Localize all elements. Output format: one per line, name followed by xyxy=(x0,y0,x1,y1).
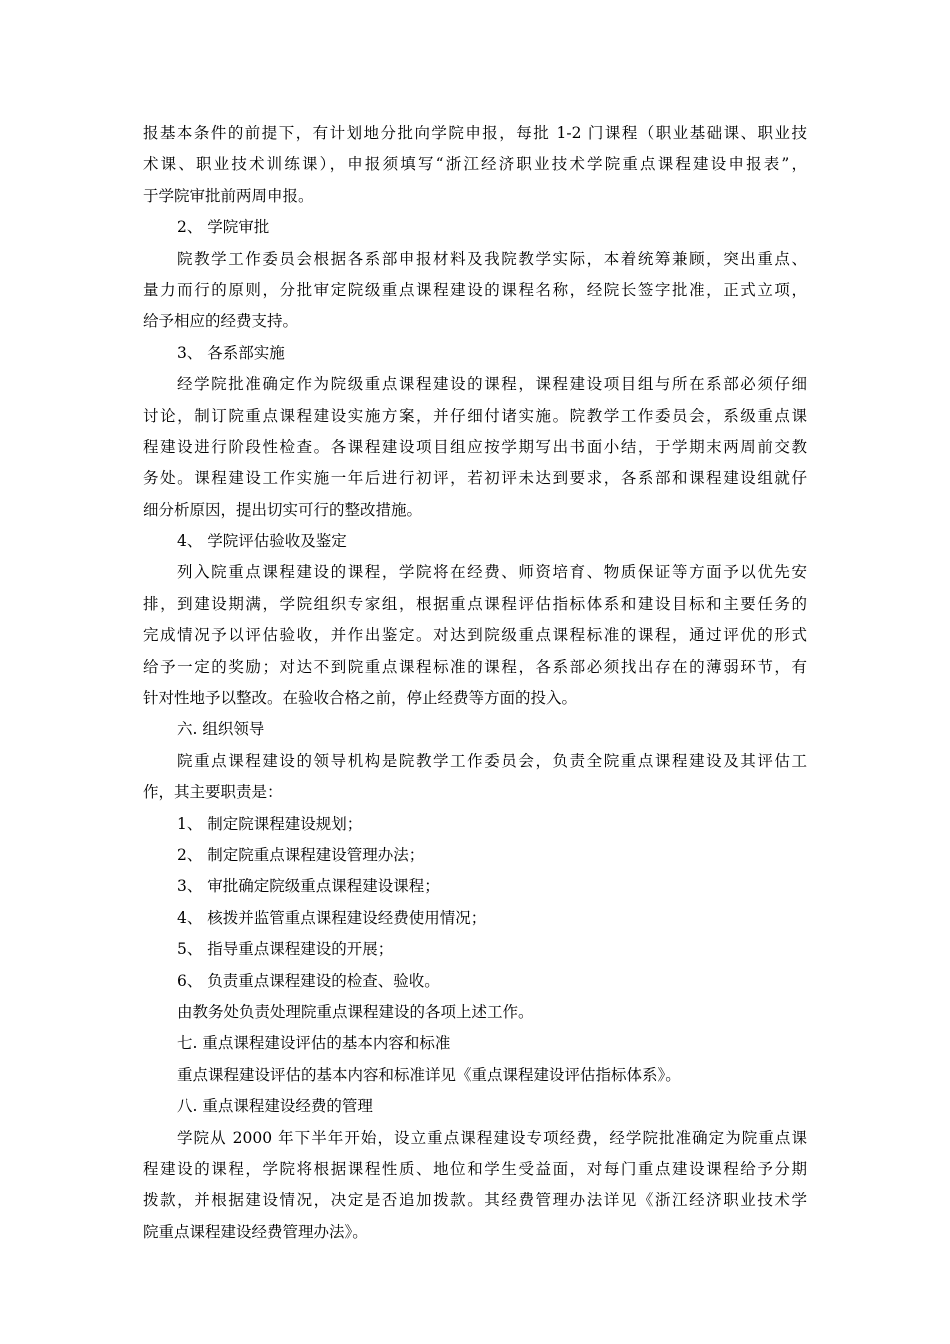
text-line: 讨论，制订院重点课程建设实施方案，并仔细付诸实施。院教学工作委员会，系级重点课 xyxy=(143,406,807,425)
text-line: 3、 各系部实施 xyxy=(177,343,285,362)
document-body xyxy=(143,118,807,1248)
text-line: 务处。课程建设工作实施一年后进行初评，若初评未达到要求，各系部和课程建设组就仔 xyxy=(143,469,807,488)
text-line: 程建设的课程，学院将根据课程性质、地位和学生受益面，对每门重点建设课程给予分期 xyxy=(143,1159,807,1178)
text-line: 作，其主要职责是： xyxy=(143,783,283,802)
text-line: 术课、职业技术训练课），申报须填写“浙江经济职业技术学院重点课程建设申报表”， xyxy=(143,155,807,174)
text-line: 列入院重点课程建设的课程，学院将在经费、师资培育、物质保证等方面予以优先安 xyxy=(177,563,807,582)
text-line: 学院从 2000 年下半年开始，设立重点课程建设专项经费，经学院批准确定为院重点课 xyxy=(177,1128,807,1147)
text-line: 给予相应的经费支持。 xyxy=(143,312,299,331)
text-line: 1、 制定院课程建设规划； xyxy=(177,814,363,833)
text-line: 5、 指导重点课程建设的开展； xyxy=(177,940,394,959)
text-line: 程建设进行阶段性检查。各课程建设项目组应按学期写出书面小结，于学期末两周前交教 xyxy=(143,437,807,456)
text-line: 院重点课程建设的领导机构是院教学工作委员会，负责全院重点课程建设及其评估工 xyxy=(177,751,807,770)
text-line: 4、 学院评估验收及鉴定 xyxy=(177,532,347,551)
text-line: 七. 重点课程建设评估的基本内容和标准 xyxy=(177,1034,451,1053)
text-line: 院教学工作委员会根据各系部申报材料及我院教学实际，本着统筹兼顾，突出重点、 xyxy=(177,249,807,268)
text-line: 报基本条件的前提下，有计划地分批向学院申报，每批 1-2 门课程（职业基础课、职业技 xyxy=(143,124,807,142)
text-line: 六. 组织领导 xyxy=(177,720,265,739)
text-line: 2、 制定院重点课程建设管理办法； xyxy=(177,845,425,864)
text-line: 4、 核拨并监管重点课程建设经费使用情况； xyxy=(177,908,487,927)
text-line: 给予一定的奖励；对达不到院重点课程标准的课程，各系部必须找出存在的薄弱环节，有 xyxy=(143,657,807,676)
text-line: 由教务处负责处理院重点课程建设的各项上述工作。 xyxy=(177,1002,534,1021)
text-line: 于学院审批前两周申报。 xyxy=(143,186,314,205)
text-line: 量力而行的原则，分批审定院级重点课程建设的课程名称，经院长签字批准，正式立项， xyxy=(143,280,807,299)
text-line: 2、 学院审批 xyxy=(177,218,270,237)
text-line: 经学院批准确定作为院级重点课程建设的课程，课程建设项目组与所在系部必须仔细 xyxy=(177,375,807,394)
text-line: 院重点课程建设经费管理办法》。 xyxy=(143,1222,368,1241)
text-line: 排，到建设期满，学院组织专家组，根据重点课程评估指标体系和建设目标和主要任务的 xyxy=(143,594,807,613)
text-line: 针对性地予以整改。在验收合格之前，停止经费等方面的投入。 xyxy=(143,689,578,708)
text-line: 6、 负责重点课程建设的检查、验收。 xyxy=(177,971,440,990)
text-line: 3、 审批确定院级重点课程建设课程； xyxy=(177,877,440,896)
text-line: 重点课程建设评估的基本内容和标准详见《重点课程建设评估指标体系》。 xyxy=(177,1065,681,1084)
text-line: 八. 重点课程建设经费的管理 xyxy=(177,1097,373,1116)
text-line: 拨款，并根据建设情况，决定是否追加拨款。其经费管理办法详见《浙江经济职业技术学 xyxy=(143,1191,807,1210)
text-line: 细分析原因，提出切实可行的整改措施。 xyxy=(143,500,423,519)
text-line: 完成情况予以评估验收，并作出鉴定。对达到院级重点课程标准的课程，通过评优的形式 xyxy=(143,626,807,645)
